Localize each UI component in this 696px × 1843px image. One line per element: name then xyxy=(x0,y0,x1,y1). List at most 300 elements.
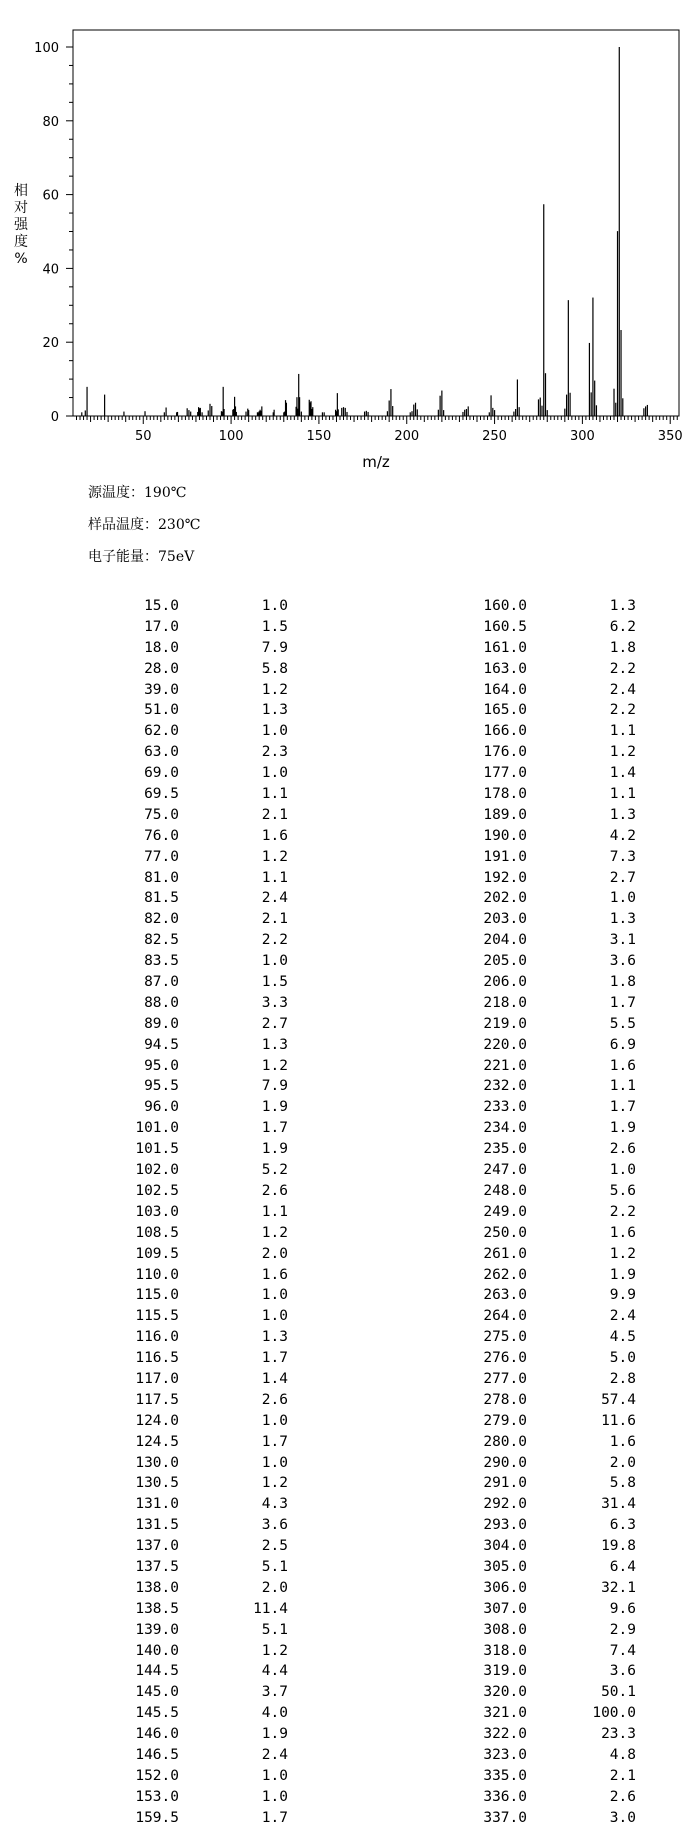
mz-value: 221.0 xyxy=(483,1057,527,1074)
mz-value: 337.0 xyxy=(483,1809,527,1826)
peak-table-row xyxy=(348,1118,696,1139)
intensity-value: 1.2 xyxy=(261,681,288,698)
mz-value: 131.5 xyxy=(135,1517,179,1534)
peak-table-row xyxy=(348,888,696,909)
peak-table-row xyxy=(0,700,348,721)
mz-value: 146.5 xyxy=(135,1746,179,1763)
intensity-value: 1.7 xyxy=(261,1120,288,1137)
peak-table-left xyxy=(0,596,348,1829)
peak-table-row xyxy=(0,1202,348,1223)
peak-table-row xyxy=(0,1056,348,1077)
intensity-value: 2.2 xyxy=(609,1203,636,1220)
peak-table-row xyxy=(0,972,348,993)
intensity-value: 2.4 xyxy=(261,1746,288,1763)
peak-table-row xyxy=(0,805,348,826)
intensity-value: 1.1 xyxy=(261,869,288,886)
peak-table-row xyxy=(348,805,696,826)
peak-table-row xyxy=(0,847,348,868)
intensity-value: 1.1 xyxy=(261,786,288,803)
peak-table-row xyxy=(0,1703,348,1724)
intensity-value: 6.4 xyxy=(609,1558,636,1575)
intensity-value: 1.0 xyxy=(261,723,288,740)
intensity-value: 1.0 xyxy=(261,1308,288,1325)
mass-spectrum-chart xyxy=(0,0,696,475)
intensity-value: 2.7 xyxy=(609,869,636,886)
mz-value: 177.0 xyxy=(483,765,527,782)
intensity-value: 1.9 xyxy=(261,1099,288,1116)
mz-value: 28.0 xyxy=(144,660,179,677)
peak-table-row xyxy=(348,1494,696,1515)
intensity-value: 1.0 xyxy=(261,1767,288,1784)
peak-table-row xyxy=(348,993,696,1014)
peak-table-row xyxy=(348,1661,696,1682)
mz-value: 189.0 xyxy=(483,806,527,823)
mz-value: 82.0 xyxy=(144,911,179,928)
mz-value: 234.0 xyxy=(483,1120,527,1137)
peak-table-row xyxy=(348,1453,696,1474)
peak-table-row xyxy=(348,1787,696,1808)
intensity-value: 100.0 xyxy=(592,1705,636,1722)
mz-value: 308.0 xyxy=(483,1621,527,1638)
y-label-char: % xyxy=(14,251,28,267)
intensity-value: 1.4 xyxy=(261,1370,288,1387)
peak-table-row xyxy=(0,1473,348,1494)
mz-value: 116.0 xyxy=(135,1329,179,1346)
intensity-value: 3.3 xyxy=(261,994,288,1011)
peak-table-row xyxy=(348,1097,696,1118)
peak-table-row xyxy=(348,868,696,889)
intensity-value: 1.5 xyxy=(261,618,288,635)
peak-table-row xyxy=(348,1557,696,1578)
mz-value: 88.0 xyxy=(144,994,179,1011)
peak-table-row xyxy=(348,1724,696,1745)
mz-value: 319.0 xyxy=(483,1663,527,1680)
mz-value: 63.0 xyxy=(144,744,179,761)
mz-value: 206.0 xyxy=(483,974,527,991)
mz-value: 161.0 xyxy=(483,639,527,656)
mz-value: 292.0 xyxy=(483,1496,527,1513)
mz-value: 250.0 xyxy=(483,1224,527,1241)
intensity-value: 7.9 xyxy=(261,639,288,656)
peak-table-row xyxy=(0,1557,348,1578)
peak-table-row xyxy=(348,700,696,721)
peak-table-row xyxy=(348,930,696,951)
intensity-value: 32.1 xyxy=(601,1579,636,1596)
intensity-value: 2.4 xyxy=(609,1308,636,1325)
intensity-value: 1.0 xyxy=(261,1454,288,1471)
peak-table-row xyxy=(348,1035,696,1056)
peak-table-row xyxy=(348,1056,696,1077)
mz-value: 146.0 xyxy=(135,1726,179,1743)
peak-table-row xyxy=(348,1578,696,1599)
mz-value: 235.0 xyxy=(483,1141,527,1158)
intensity-value: 1.9 xyxy=(261,1141,288,1158)
mz-value: 101.5 xyxy=(135,1141,179,1158)
intensity-value: 1.3 xyxy=(609,598,636,614)
peak-table-row xyxy=(348,1766,696,1787)
mz-value: 130.5 xyxy=(135,1475,179,1492)
mz-value: 75.0 xyxy=(144,806,179,823)
intensity-value: 5.8 xyxy=(261,660,288,677)
intensity-value: 1.1 xyxy=(609,786,636,803)
mz-value: 304.0 xyxy=(483,1538,527,1555)
intensity-value: 5.1 xyxy=(261,1621,288,1638)
peak-table-row xyxy=(0,1035,348,1056)
mz-value: 305.0 xyxy=(483,1558,527,1575)
peak-table-row xyxy=(0,596,348,617)
intensity-value: 1.3 xyxy=(261,1036,288,1053)
mz-value: 87.0 xyxy=(144,974,179,991)
mz-value: 131.0 xyxy=(135,1496,179,1513)
peak-table-row xyxy=(348,1641,696,1662)
mz-value: 137.5 xyxy=(135,1558,179,1575)
peak-table-row xyxy=(0,1076,348,1097)
mz-value: 322.0 xyxy=(483,1726,527,1743)
peak-table-row xyxy=(348,1244,696,1265)
peak-table-row xyxy=(348,763,696,784)
intensity-value: 1.4 xyxy=(609,765,636,782)
peak-table-row xyxy=(348,784,696,805)
mz-value: 81.5 xyxy=(144,890,179,907)
mz-value: 77.0 xyxy=(144,848,179,865)
intensity-value: 1.3 xyxy=(261,702,288,719)
mz-value: 176.0 xyxy=(483,744,527,761)
peak-table-row xyxy=(0,1766,348,1787)
mz-value: 152.0 xyxy=(135,1767,179,1784)
x-tick-label: 200 xyxy=(394,429,420,444)
intensity-value: 1.6 xyxy=(261,1266,288,1283)
intensity-value: 1.6 xyxy=(609,1433,636,1450)
intensity-value: 3.6 xyxy=(261,1517,288,1534)
mz-value: 249.0 xyxy=(483,1203,527,1220)
y-axis-label xyxy=(14,182,29,267)
x-tick-label: 250 xyxy=(482,429,507,444)
y-label-char: 相 xyxy=(14,183,28,199)
mz-value: 320.0 xyxy=(483,1684,527,1701)
intensity-value: 9.9 xyxy=(609,1287,636,1304)
mz-value: 81.0 xyxy=(144,869,179,886)
mz-value: 89.0 xyxy=(144,1015,179,1032)
mz-value: 321.0 xyxy=(483,1705,527,1722)
intensity-value: 2.6 xyxy=(609,1141,636,1158)
peak-table-row xyxy=(0,1139,348,1160)
mz-value: 204.0 xyxy=(483,932,527,949)
intensity-value: 2.4 xyxy=(609,681,636,698)
peak-table-row xyxy=(348,1515,696,1536)
intensity-value: 2.2 xyxy=(609,702,636,719)
mz-value: 115.5 xyxy=(135,1308,179,1325)
mz-value: 278.0 xyxy=(483,1391,527,1408)
mz-value: 306.0 xyxy=(483,1579,527,1596)
intensity-value: 2.8 xyxy=(609,1370,636,1387)
peak-table-row xyxy=(348,1369,696,1390)
mz-value: 192.0 xyxy=(483,869,527,886)
peak-table-row xyxy=(348,1076,696,1097)
peak-table-row xyxy=(0,951,348,972)
mz-value: 165.0 xyxy=(483,702,527,719)
mz-value: 166.0 xyxy=(483,723,527,740)
peak-table-row xyxy=(0,680,348,701)
mz-value: 290.0 xyxy=(483,1454,527,1471)
intensity-value: 1.7 xyxy=(609,1099,636,1116)
intensity-value: 7.9 xyxy=(261,1078,288,1095)
mz-value: 261.0 xyxy=(483,1245,527,1262)
peak-table-row xyxy=(0,868,348,889)
peak-table-row xyxy=(0,1348,348,1369)
intensity-value: 1.9 xyxy=(609,1120,636,1137)
peak-table-row xyxy=(348,951,696,972)
peak-table-row xyxy=(0,1494,348,1515)
intensity-value: 1.9 xyxy=(609,1266,636,1283)
intensity-value: 1.5 xyxy=(261,974,288,991)
x-tick-label: 300 xyxy=(569,429,595,444)
mz-value: 69.0 xyxy=(144,765,179,782)
intensity-value: 1.1 xyxy=(261,1203,288,1220)
peak-table-row xyxy=(348,1160,696,1181)
intensity-value: 1.2 xyxy=(261,1224,288,1241)
intensity-value: 1.3 xyxy=(261,1329,288,1346)
peak-table-row xyxy=(0,1097,348,1118)
peak-table-row xyxy=(0,742,348,763)
intensity-value: 5.8 xyxy=(609,1475,636,1492)
mz-value: 202.0 xyxy=(483,890,527,907)
intensity-value: 11.4 xyxy=(253,1600,288,1617)
mz-value: 163.0 xyxy=(483,660,527,677)
intensity-value: 1.1 xyxy=(609,1078,636,1095)
intensity-value: 1.2 xyxy=(261,1057,288,1074)
intensity-value: 1.9 xyxy=(261,1726,288,1743)
mz-value: 103.0 xyxy=(135,1203,179,1220)
mz-value: 277.0 xyxy=(483,1370,527,1387)
peak-table-row xyxy=(0,1808,348,1829)
mz-value: 145.0 xyxy=(135,1684,179,1701)
peak-table-row xyxy=(0,1244,348,1265)
peak-table-row xyxy=(0,638,348,659)
intensity-value: 19.8 xyxy=(601,1538,636,1555)
intensity-value: 1.0 xyxy=(261,1287,288,1304)
plot-frame xyxy=(73,30,679,416)
intensity-value: 2.6 xyxy=(609,1788,636,1805)
peak-table-row xyxy=(348,680,696,701)
peak-table-row xyxy=(348,1808,696,1829)
mz-value: 191.0 xyxy=(483,848,527,865)
mz-value: 102.0 xyxy=(135,1162,179,1179)
mz-value: 18.0 xyxy=(144,639,179,656)
intensity-value: 2.2 xyxy=(261,932,288,949)
peak-table-row xyxy=(0,1181,348,1202)
intensity-value: 2.4 xyxy=(261,890,288,907)
intensity-value: 1.7 xyxy=(261,1433,288,1450)
peak-table-row xyxy=(0,1390,348,1411)
mz-value: 160.0 xyxy=(483,598,527,614)
mz-value: 293.0 xyxy=(483,1517,527,1534)
mz-value: 83.5 xyxy=(144,953,179,970)
intensity-value: 23.3 xyxy=(601,1726,636,1743)
y-tick-label: 0 xyxy=(50,410,59,425)
intensity-value: 1.0 xyxy=(261,953,288,970)
intensity-value: 1.0 xyxy=(261,1412,288,1429)
intensity-value: 2.9 xyxy=(609,1621,636,1638)
intensity-value: 1.0 xyxy=(261,1788,288,1805)
mz-value: 94.5 xyxy=(144,1036,179,1053)
intensity-value: 2.0 xyxy=(261,1579,288,1596)
intensity-value: 6.3 xyxy=(609,1517,636,1534)
electron-energy: 电子能量：75eV xyxy=(88,549,195,565)
y-label-char: 度 xyxy=(14,234,28,250)
intensity-value: 1.0 xyxy=(609,1162,636,1179)
x-minor-ticks xyxy=(77,416,678,424)
mz-value: 318.0 xyxy=(483,1642,527,1659)
peak-table-row xyxy=(348,721,696,742)
intensity-value: 1.3 xyxy=(609,806,636,823)
intensity-value: 2.7 xyxy=(261,1015,288,1032)
intensity-value: 2.2 xyxy=(609,660,636,677)
y-tick-label: 20 xyxy=(42,336,59,352)
peak-table-row xyxy=(348,659,696,680)
mz-value: 219.0 xyxy=(483,1015,527,1032)
peak-table-row xyxy=(348,1014,696,1035)
peak-table-row xyxy=(348,742,696,763)
mz-value: 115.0 xyxy=(135,1287,179,1304)
mz-value: 220.0 xyxy=(483,1036,527,1053)
mz-value: 323.0 xyxy=(483,1746,527,1763)
intensity-value: 1.6 xyxy=(261,827,288,844)
intensity-value: 1.2 xyxy=(609,1245,636,1262)
intensity-value: 31.4 xyxy=(601,1496,636,1513)
peak-table-row xyxy=(0,1285,348,1306)
mz-value: 233.0 xyxy=(483,1099,527,1116)
intensity-value: 1.1 xyxy=(609,723,636,740)
intensity-value: 11.6 xyxy=(601,1412,636,1429)
peak-table-row xyxy=(348,1620,696,1641)
intensity-value: 1.6 xyxy=(609,1224,636,1241)
intensity-value: 6.9 xyxy=(609,1036,636,1053)
mz-value: 117.0 xyxy=(135,1370,179,1387)
peak-table-row xyxy=(0,1515,348,1536)
mz-value: 203.0 xyxy=(483,911,527,928)
intensity-value: 1.2 xyxy=(609,744,636,761)
mz-value: 160.5 xyxy=(483,618,527,635)
mz-value: 138.0 xyxy=(135,1579,179,1596)
peak-table-row xyxy=(0,1118,348,1139)
peak-table-row xyxy=(348,1411,696,1432)
peak-table-row xyxy=(0,1745,348,1766)
intensity-value: 3.6 xyxy=(609,1663,636,1680)
intensity-value: 1.2 xyxy=(261,1642,288,1659)
peak-table-row xyxy=(0,1327,348,1348)
mz-value: 336.0 xyxy=(483,1788,527,1805)
peak-table-row xyxy=(348,638,696,659)
mz-value: 275.0 xyxy=(483,1329,527,1346)
intensity-value: 5.0 xyxy=(609,1350,636,1367)
y-label-char: 对 xyxy=(14,200,28,216)
intensity-value: 1.2 xyxy=(261,1475,288,1492)
mz-value: 280.0 xyxy=(483,1433,527,1450)
intensity-value: 5.2 xyxy=(261,1162,288,1179)
peak-table-row xyxy=(348,972,696,993)
intensity-value: 1.0 xyxy=(609,890,636,907)
peak-table-row xyxy=(0,888,348,909)
mz-value: 95.5 xyxy=(144,1078,179,1095)
y-tick-label: 100 xyxy=(34,41,59,56)
intensity-value: 3.6 xyxy=(609,953,636,970)
intensity-value: 4.3 xyxy=(261,1496,288,1513)
peak-table-row xyxy=(348,1139,696,1160)
mz-value: 130.0 xyxy=(135,1454,179,1471)
mz-value: 76.0 xyxy=(144,827,179,844)
x-axis-ticks xyxy=(135,429,683,444)
peak-table-row xyxy=(0,1787,348,1808)
mz-value: 248.0 xyxy=(483,1182,527,1199)
peak-table-right xyxy=(348,596,696,1829)
intensity-value: 57.4 xyxy=(601,1391,636,1408)
intensity-value: 2.0 xyxy=(261,1245,288,1262)
mz-value: 109.5 xyxy=(135,1245,179,1262)
intensity-value: 5.1 xyxy=(261,1558,288,1575)
mz-value: 335.0 xyxy=(483,1767,527,1784)
intensity-value: 50.1 xyxy=(601,1684,636,1701)
peak-table-row xyxy=(348,1390,696,1411)
mz-value: 276.0 xyxy=(483,1350,527,1367)
mz-value: 232.0 xyxy=(483,1078,527,1095)
peak-table-row xyxy=(0,930,348,951)
mz-value: 279.0 xyxy=(483,1412,527,1429)
y-label-char: 强 xyxy=(14,217,28,233)
intensity-value: 4.2 xyxy=(609,827,636,844)
y-tick-label: 60 xyxy=(42,188,59,204)
source-temperature: 源温度：190℃ xyxy=(88,485,187,501)
intensity-value: 2.6 xyxy=(261,1391,288,1408)
mz-value: 96.0 xyxy=(144,1099,179,1116)
y-tick-label: 40 xyxy=(42,262,59,278)
intensity-value: 9.6 xyxy=(609,1600,636,1617)
peak-table-row xyxy=(0,1620,348,1641)
intensity-value: 2.3 xyxy=(261,744,288,761)
intensity-value: 1.8 xyxy=(609,639,636,656)
peak-table-row xyxy=(348,826,696,847)
mz-value: 17.0 xyxy=(144,618,179,635)
intensity-value: 1.8 xyxy=(609,974,636,991)
peak-table-row xyxy=(348,1473,696,1494)
intensity-value: 7.3 xyxy=(609,848,636,865)
peak-table-row xyxy=(348,1202,696,1223)
mz-value: 205.0 xyxy=(483,953,527,970)
mz-value: 263.0 xyxy=(483,1287,527,1304)
peak-table-row xyxy=(0,1536,348,1557)
mz-value: 82.5 xyxy=(144,932,179,949)
mz-value: 15.0 xyxy=(144,598,179,614)
peak-table-row xyxy=(0,1265,348,1286)
peak-table-row xyxy=(348,1327,696,1348)
peak-table-row xyxy=(0,784,348,805)
peak-table-row xyxy=(348,1703,696,1724)
mz-value: 262.0 xyxy=(483,1266,527,1283)
peak-table-row xyxy=(348,1265,696,1286)
intensity-value: 6.2 xyxy=(609,618,636,635)
intensity-value: 4.4 xyxy=(261,1663,288,1680)
peak-table-row xyxy=(0,1432,348,1453)
peak-table-row xyxy=(0,1306,348,1327)
mz-value: 95.0 xyxy=(144,1057,179,1074)
mz-value: 62.0 xyxy=(144,723,179,740)
intensity-value: 3.1 xyxy=(609,932,636,949)
peak-table-row xyxy=(0,721,348,742)
peak-table-row xyxy=(0,1014,348,1035)
peak-table-row xyxy=(0,1682,348,1703)
peak-table-row xyxy=(348,1348,696,1369)
spectrum-peaks xyxy=(82,47,648,416)
mz-value: 117.5 xyxy=(135,1391,179,1408)
